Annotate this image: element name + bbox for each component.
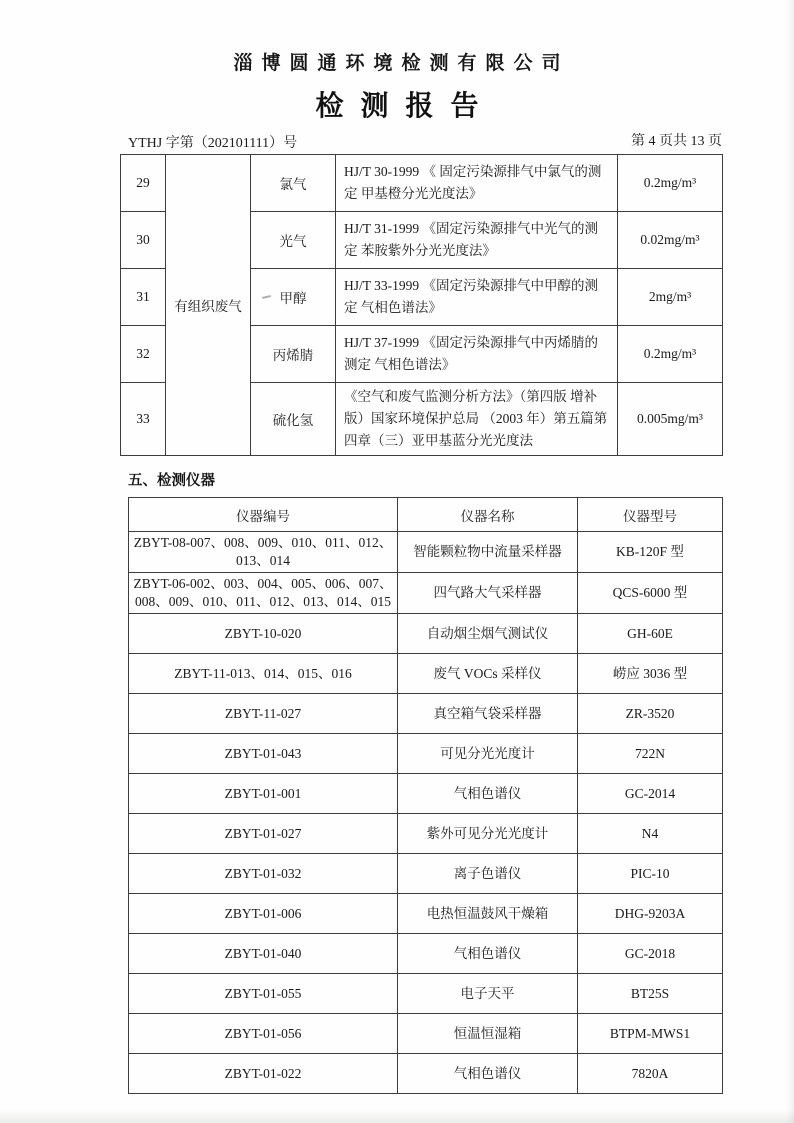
section-title-instruments: 五、检测仪器: [128, 473, 215, 489]
column-header-code: 仪器编号: [129, 498, 398, 532]
instrument-code: ZBYT-10-020: [129, 614, 398, 654]
instrument-code: ZBYT-01-006: [129, 894, 398, 934]
instrument-model: GC-2014: [578, 774, 723, 814]
method-no: 30: [121, 212, 166, 269]
report-title: 检测报告: [315, 91, 496, 122]
instrument-code: ZBYT-11-013、014、015、016: [129, 654, 398, 694]
report-number: YTHJ 字第（202101111）号: [128, 136, 298, 151]
instrument-row: [129, 734, 723, 774]
instrument-code: ZBYT-01-027: [129, 814, 398, 854]
instrument-row: [129, 934, 723, 974]
method-standard: HJ/T 30-1999 《 固定污染源排气中氯气的测定 甲基橙分光光度法》: [336, 155, 618, 212]
report-header: [0, 0, 794, 124]
instrument-row: [129, 974, 723, 1014]
methods-row: [121, 155, 723, 212]
instrument-row: [129, 894, 723, 934]
instrument-row: [129, 854, 723, 894]
column-header-model: 仪器型号: [578, 498, 723, 532]
instrument-code: ZBYT-06-002、003、004、005、006、007、008、009、010、011、012、013、014、015: [129, 573, 398, 614]
instrument-name: 气相色谱仪: [398, 934, 578, 974]
instrument-name: 恒温恒湿箱: [398, 1014, 578, 1054]
instrument-name: 气相色谱仪: [398, 1054, 578, 1094]
instrument-name: 紫外可见分光光度计: [398, 814, 578, 854]
instrument-code: ZBYT-11-027: [129, 694, 398, 734]
instrument-code: ZBYT-08-007、008、009、010、011、012、013、014: [129, 532, 398, 573]
methods-table: [120, 154, 723, 456]
method-no: 29: [121, 155, 166, 212]
method-standard: HJ/T 31-1999 《固定污染源排气中光气的测定 苯胺紫外分光光度法》: [336, 212, 618, 269]
instrument-name: 废气 VOCs 采样仪: [398, 654, 578, 694]
instrument-code: ZBYT-01-056: [129, 1014, 398, 1054]
instrument-code: ZBYT-01-040: [129, 934, 398, 974]
instrument-row: [129, 1014, 723, 1054]
instrument-model: N4: [578, 814, 723, 854]
method-limit: 0.005mg/m³: [618, 383, 723, 456]
report-meta-row: [120, 130, 722, 152]
instrument-name: 离子色谱仪: [398, 854, 578, 894]
method-item: 丙烯腈: [251, 326, 336, 383]
instrument-code: ZBYT-01-001: [129, 774, 398, 814]
instrument-name: 真空箱气袋采样器: [398, 694, 578, 734]
method-standard: HJ/T 33-1999 《固定污染源排气中甲醇的测定 气相色谱法》: [336, 269, 618, 326]
instrument-name: 可见分光光度计: [398, 734, 578, 774]
instruments-header-row: [129, 498, 723, 532]
page-content: [120, 130, 722, 1094]
method-item: 氯气: [251, 155, 336, 212]
method-no: 33: [121, 383, 166, 456]
instrument-code: ZBYT-01-055: [129, 974, 398, 1014]
instrument-row: [129, 614, 723, 654]
method-no: 32: [121, 326, 166, 383]
instrument-name: 电热恒温鼓风干燥箱: [398, 894, 578, 934]
method-limit: 2mg/m³: [618, 269, 723, 326]
instrument-model: 722N: [578, 734, 723, 774]
instrument-model: ZR-3520: [578, 694, 723, 734]
instrument-name: 四气路大气采样器: [398, 573, 578, 614]
instrument-code: ZBYT-01-022: [129, 1054, 398, 1094]
instrument-name: 智能颗粒物中流量采样器: [398, 532, 578, 573]
instrument-code: ZBYT-01-032: [129, 854, 398, 894]
instrument-model: DHG-9203A: [578, 894, 723, 934]
method-standard: 《空气和废气监测分析方法》（第四版 增补版）国家环境保护总局 （2003 年）第五篇第四章（三）亚甲基蓝分光光度法: [336, 383, 618, 456]
instrument-row: [129, 1054, 723, 1094]
page-indicator: 第 4 页共 13 页: [631, 134, 722, 149]
method-no: 31: [121, 269, 166, 326]
method-item: 甲醇: [251, 269, 336, 326]
instrument-model: 崂应 3036 型: [578, 654, 723, 694]
instrument-model: KB-120F 型: [578, 532, 723, 573]
instrument-row: [129, 694, 723, 734]
method-limit: 0.02mg/m³: [618, 212, 723, 269]
instrument-model: QCS-6000 型: [578, 573, 723, 614]
column-header-name: 仪器名称: [398, 498, 578, 532]
instrument-row: [129, 573, 723, 614]
instrument-code: ZBYT-01-043: [129, 734, 398, 774]
instrument-row: [129, 774, 723, 814]
company-name: 淄博圆通环境检测有限公司: [233, 53, 570, 74]
instrument-model: BT25S: [578, 974, 723, 1014]
instrument-model: GC-2018: [578, 934, 723, 974]
method-item: 硫化氢: [251, 383, 336, 456]
instrument-name: 自动烟尘烟气测试仪: [398, 614, 578, 654]
instrument-row: [129, 814, 723, 854]
instruments-table: [128, 497, 723, 1094]
method-limit: 0.2mg/m³: [618, 326, 723, 383]
instrument-model: PIC-10: [578, 854, 723, 894]
instrument-row: [129, 532, 723, 573]
method-item: 光气: [251, 212, 336, 269]
instrument-name: 气相色谱仪: [398, 774, 578, 814]
instrument-model: GH-60E: [578, 614, 723, 654]
instrument-row: [129, 654, 723, 694]
instrument-model: 7820A: [578, 1054, 723, 1094]
instrument-name: 电子天平: [398, 974, 578, 1014]
method-standard: HJ/T 37-1999 《固定污染源排气中丙烯腈的测定 气相色谱法》: [336, 326, 618, 383]
method-category-cell: 有组织废气: [166, 155, 251, 456]
method-limit: 0.2mg/m³: [618, 155, 723, 212]
instrument-model: BTPM-MWS1: [578, 1014, 723, 1054]
